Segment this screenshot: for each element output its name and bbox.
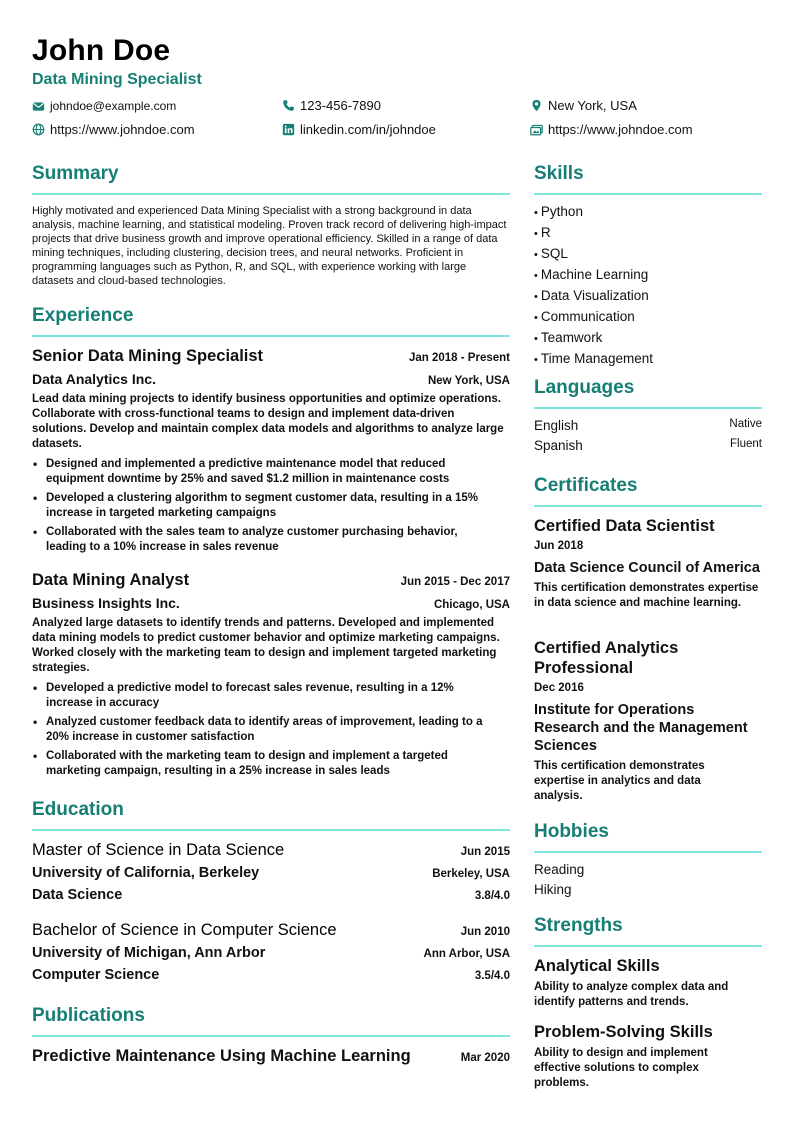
strengths-heading: Strengths [534, 915, 623, 936]
list-item: • Collaborated with the sales team to analyze customer purchasing behavior, leading to a 10% increase in sales revenue [32, 525, 492, 555]
field-of-study: Computer Science [32, 967, 160, 983]
degree-title: Bachelor of Science in Computer Science [32, 921, 337, 939]
degree-row [32, 841, 510, 860]
email-contact[interactable] [32, 99, 176, 113]
job-title: Senior Data Mining Specialist [32, 347, 264, 365]
strength-name: Analytical Skills [534, 957, 660, 975]
linkedin-contact[interactable] [282, 122, 436, 137]
strength-description: Ability to design and implement effective solutions to complex problems. [534, 1047, 708, 1089]
gpa: 3.5/4.0 [474, 970, 510, 982]
certificate-issuer: Institute for Operations Research and the Management Sciences [534, 702, 748, 754]
globe-icon [32, 123, 45, 136]
list-item: • Designed and implemented a predictive maintenance model that reduced equipment downtime by 25% and saved $1.2 million in maintenance costs [32, 457, 492, 487]
skill-item: • Teamwork [534, 328, 762, 349]
language-row [534, 438, 762, 453]
certificates-heading: Certificates [534, 475, 638, 496]
certificate-description: This certification demonstrates expertise in data science and machine learning. [534, 582, 759, 609]
job-summary: Lead data mining projects to identify business opportunities and optimize operations. Collaborate with cross-functional teams to design and implement data-driven solutions. Develop and maintain complex data models and algorithms to analyze large datasets. [32, 393, 504, 450]
language-level: Fluent [730, 438, 762, 450]
field-of-study: Data Science [32, 887, 123, 903]
education-heading: Education [32, 799, 124, 820]
job-location: Chicago, USA [433, 599, 510, 611]
degree-title: Master of Science in Data Science [32, 841, 285, 859]
job-achievements [32, 681, 492, 783]
education-divider [32, 829, 510, 831]
list-item: • Collaborated with the marketing team to design and implement a targeted marketing campaign, resulting in a 25% increase in sales leads [32, 749, 492, 779]
strength-description: Ability to analyze complex data and identify patterns and trends. [534, 981, 729, 1008]
linkedin-icon [282, 123, 295, 136]
job-achievements [32, 457, 492, 559]
skill-item: • Python [534, 202, 762, 223]
language-name: English [534, 418, 579, 433]
job-header [32, 347, 510, 366]
website-contact[interactable] [32, 122, 195, 137]
location-text: New York, USA [548, 98, 637, 113]
job-dates: Jan 2018 - Present [408, 352, 510, 364]
certificates-divider [534, 505, 762, 507]
job-header [32, 571, 510, 590]
hobby-item: Hiking [534, 882, 572, 897]
portfolio-text: https://www.johndoe.com [548, 122, 693, 137]
skills-list [534, 202, 762, 370]
field-row [32, 967, 510, 983]
school-location: Ann Arbor, USA [423, 948, 510, 960]
job-company-row [32, 371, 510, 387]
publications-divider [32, 1035, 510, 1037]
languages-heading: Languages [534, 377, 635, 398]
portfolio-contact[interactable] [530, 122, 693, 137]
language-level: Native [729, 418, 762, 430]
certificate-date: Jun 2018 [534, 540, 584, 552]
school-name: University of Michigan, Ann Arbor [32, 945, 266, 961]
summary-text: Highly motivated and experienced Data Mining Specialist with a strong background in data analysis, machine learning, and statistical modeling. Proven track record of delivering high-impact projects that drive business growth and improve operational efficiency. Skilled in a range of data mining techniques, including clustering, decision trees, and neural networks. Proficient in programming languages such as Python, R, and SQL, with experience working with large datasets and cloud-based technologies. [32, 205, 507, 287]
publication-date: Mar 2020 [460, 1052, 510, 1064]
job-summary: Analyzed large datasets to identify trends and patterns. Developed and implemented data mining models to predict customer behavior and optimize marketing campaigns. Worked closely with the marketing team to design and implement targeted marketing strategies. [32, 617, 500, 674]
strengths-divider [534, 945, 762, 947]
degree-date: Jun 2015 [460, 846, 510, 858]
school-row [32, 865, 510, 881]
hobbies-divider [534, 851, 762, 853]
skill-item: • Communication [534, 307, 762, 328]
website-text: https://www.johndoe.com [50, 122, 195, 137]
certificate-name: Certified Data Scientist [534, 517, 715, 535]
portfolio-icon [530, 123, 543, 136]
linkedin-text: linkedin.com/in/johndoe [300, 122, 436, 137]
skill-item: • Time Management [534, 349, 762, 370]
school-row [32, 945, 510, 961]
certificate-name: Certified Analytics Professional [534, 639, 679, 677]
job-location: New York, USA [427, 375, 510, 387]
language-name: Spanish [534, 438, 583, 453]
certificate-date: Dec 2016 [534, 682, 584, 694]
hobbies-heading: Hobbies [534, 821, 609, 842]
job-title: Data Mining Analyst [32, 571, 190, 589]
phone-icon [282, 99, 295, 112]
certificate-description: This certification demonstrates expertise in analytics and data analysis. [534, 760, 705, 802]
summary-heading: Summary [32, 163, 119, 184]
skills-divider [534, 193, 762, 195]
candidate-name: John Doe [32, 34, 171, 67]
gpa: 3.8/4.0 [474, 890, 510, 902]
envelope-icon [32, 100, 45, 113]
job-dates: Jun 2015 - Dec 2017 [400, 576, 510, 588]
list-item: • Analyzed customer feedback data to identify areas of improvement, leading to a 20% increase in customer satisfaction [32, 715, 492, 745]
school-name: University of California, Berkeley [32, 865, 260, 881]
email-text: johndoe@example.com [50, 99, 177, 113]
job-company: Business Insights Inc. [32, 595, 180, 611]
experience-divider [32, 335, 510, 337]
publications-heading: Publications [32, 1005, 145, 1026]
hobby-item: Reading [534, 862, 585, 877]
skill-item: • R [534, 223, 762, 244]
skill-item: • SQL [534, 244, 762, 265]
map-pin-icon [530, 99, 543, 112]
languages-divider [534, 407, 762, 409]
candidate-title: Data Mining Specialist [32, 71, 202, 88]
certificate-issuer: Data Science Council of America [534, 560, 760, 576]
skills-heading: Skills [534, 163, 584, 184]
degree-row [32, 921, 510, 940]
language-row [534, 418, 762, 433]
strength-name: Problem-Solving Skills [534, 1023, 713, 1041]
publication-row [32, 1047, 510, 1066]
school-location: Berkeley, USA [432, 868, 510, 880]
skill-item: • Machine Learning [534, 265, 762, 286]
phone-contact[interactable] [282, 98, 381, 113]
job-company: Data Analytics Inc. [32, 371, 156, 387]
phone-text: 123-456-7890 [300, 98, 381, 113]
experience-heading: Experience [32, 305, 134, 326]
location-contact [530, 98, 637, 113]
degree-date: Jun 2010 [460, 926, 510, 938]
list-item: • Developed a predictive model to forecast sales revenue, resulting in a 12% increase in accuracy [32, 681, 492, 711]
field-row [32, 887, 510, 903]
summary-divider [32, 193, 510, 195]
skill-item: • Data Visualization [534, 286, 762, 307]
publication-title: Predictive Maintenance Using Machine Learning [32, 1047, 411, 1065]
list-item: • Developed a clustering algorithm to segment customer data, resulting in a 15% increase in targeted marketing campaigns [32, 491, 492, 521]
job-company-row [32, 595, 510, 611]
